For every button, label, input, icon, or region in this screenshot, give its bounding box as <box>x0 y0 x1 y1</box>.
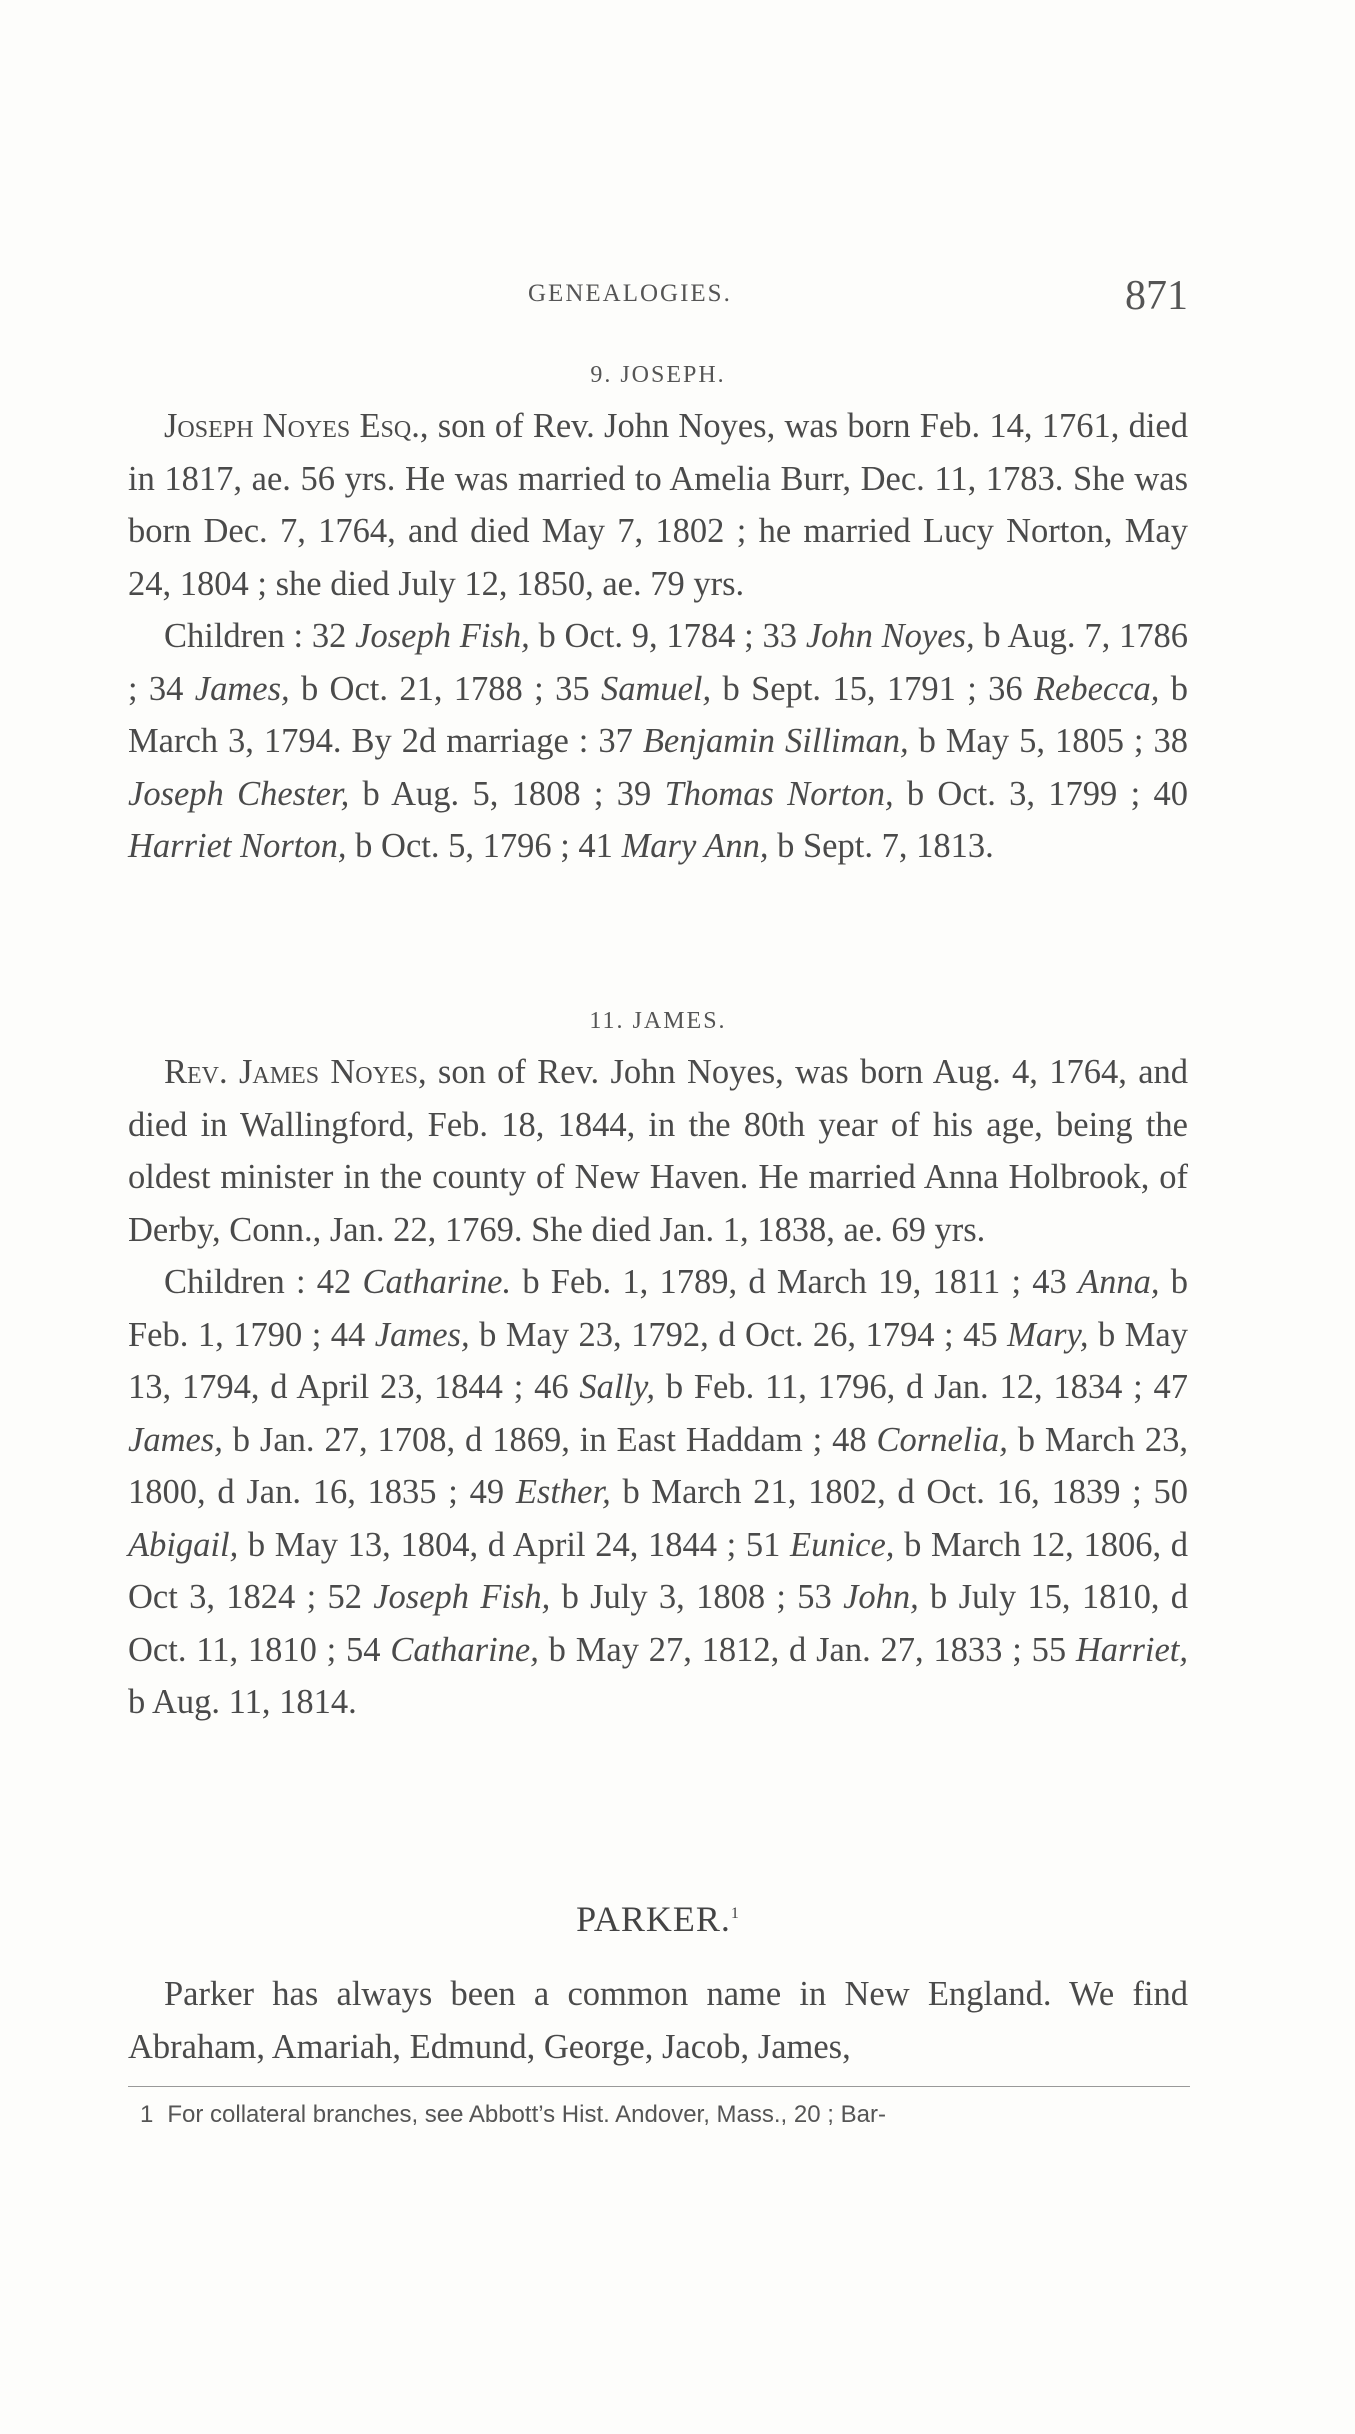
child-name: Eunice, <box>790 1525 895 1564</box>
page-header <box>128 272 1188 342</box>
child-details: b Oct. 3, 1799 ; 40 <box>893 774 1188 813</box>
child-name: John Noyes, <box>805 617 975 655</box>
child-details: b March 12, 1806, d Oct 3, 1824 ; 52 <box>128 1525 1188 1616</box>
parker-paragraph: Parker has always been a common name in New England. We find Abraham, Amariah, Edmund, George, Jacob, James, <box>128 1975 1188 2066</box>
child-name: Sally, <box>579 1368 656 1406</box>
child-details: b Feb. 11, 1796, d Jan. 12, 1834 ; 47 <box>655 1368 1188 1406</box>
child-name: Mary, <box>1007 1315 1089 1354</box>
children-intro: Children : 42 <box>164 1263 363 1301</box>
child-details: b March 3, 1794. By 2d marriage : 37 <box>128 669 1189 760</box>
child-details: b Oct. 9, 1784 ; 33 <box>529 617 806 655</box>
child-name: Joseph Fish, <box>355 617 530 655</box>
child-details: b May 23, 1792, d Oct. 26, 1794 ; 45 <box>469 1315 1008 1354</box>
child-details: b May 13, 1804, d April 24, 1844 ; 51 <box>238 1525 791 1564</box>
child-name: Joseph Fish, <box>373 1578 551 1616</box>
child-details: b Feb. 1, 1790 ; 44 <box>128 1263 1188 1354</box>
running-head: GENEALOGIES. <box>528 280 732 307</box>
child-name: Harriet Norton, <box>128 827 347 865</box>
child-details: b Oct. 5, 1796 ; 41 <box>346 827 622 865</box>
child-details: b July 3, 1808 ; 53 <box>550 1578 844 1616</box>
children-intro: Children : 32 <box>164 617 356 655</box>
child-details: b Aug. 5, 1808 ; 39 <box>349 774 665 813</box>
child-details: b Feb. 1, 1789, d March 19, 1811 ; 43 <box>511 1263 1079 1301</box>
person-name: Rev. James Noyes, <box>164 1053 427 1091</box>
child-details: b March 21, 1802, d Oct. 16, 1839 ; 50 <box>610 1473 1188 1511</box>
footnote-reference: 1 <box>730 1905 740 1922</box>
paragraph-text: son of Rev. John Noyes, was born Aug. 4, 1764, and died in Wallingford, Feb. 18, 1844, in the 80th year of his age, being the oldest minister in the county of New Haven. He married Anna Holbrook, of Derby, Conn., Jan. 22, 1769. She died Jan. 1, 1838, ae. 69 yrs. <box>128 1053 1189 1249</box>
child-name: Rebecca, <box>1033 669 1160 708</box>
child-details: b Jan. 27, 1708, d 1869, in East Haddam ; 48 <box>222 1420 877 1459</box>
child-details: b May 5, 1805 ; 38 <box>908 722 1189 760</box>
footnote-text: For collateral branches, see Abbott’s Hist. Andover, Mass., 20 ; Bar- <box>167 2101 886 2128</box>
child-name: Mary Ann, <box>621 827 769 865</box>
parker-heading <box>128 1898 1188 1940</box>
parker-title-text: PARKER. <box>576 1899 731 1939</box>
footnote-mark: 1 <box>140 2101 154 2128</box>
child-details: b May 13, 1794, d April 23, 1844 ; 46 <box>128 1315 1188 1406</box>
section-heading-joseph: 9. JOSEPH. <box>590 362 726 388</box>
james-paragraph <box>128 1046 1188 1256</box>
child-name: Thomas Norton, <box>664 774 894 813</box>
child-name: Anna, <box>1078 1263 1160 1301</box>
child-name: Catharine, <box>390 1630 539 1669</box>
footnote <box>140 2098 1190 2132</box>
joseph-paragraph <box>128 400 1188 610</box>
child-name: John, <box>843 1578 919 1616</box>
child-name: Joseph Chester, <box>128 774 350 813</box>
child-name: Harriet, <box>1075 1630 1188 1669</box>
child-name: James, <box>374 1315 470 1354</box>
person-name: Joseph Noyes Esq., <box>164 407 429 445</box>
child-details: b Sept. 15, 1791 ; 36 <box>711 669 1034 708</box>
page-number: 871 <box>1125 273 1188 319</box>
child-details: b Sept. 7, 1813. <box>768 827 994 865</box>
joseph-section <box>128 400 1188 873</box>
child-details: b July 15, 1810, d Oct. 11, 1810 ; 54 <box>128 1578 1188 1669</box>
james-section <box>128 1046 1188 1729</box>
child-details: b March 23, 1800, d Jan. 16, 1835 ; 49 <box>128 1420 1188 1511</box>
child-details: b Oct. 21, 1788 ; 35 <box>289 669 601 708</box>
child-details: b Aug. 11, 1814. <box>128 1683 357 1721</box>
child-name: Cornelia, <box>876 1420 1008 1459</box>
parker-section <box>128 1968 1188 2073</box>
child-name: Benjamin Silliman, <box>642 722 909 760</box>
child-name: Abigail, <box>128 1525 239 1564</box>
footnote-divider <box>128 2086 1190 2087</box>
child-name: Samuel, <box>600 669 712 708</box>
child-details: b Aug. 7, 1786 ; 34 <box>128 617 1188 708</box>
child-name: Esther, <box>515 1473 611 1511</box>
section-heading-james: 11. JAMES. <box>589 1008 727 1034</box>
child-name: Catharine. <box>362 1263 512 1301</box>
joseph-children-paragraph <box>128 610 1188 873</box>
james-children-paragraph <box>128 1256 1188 1729</box>
child-name: James, <box>194 669 290 708</box>
child-details: b May 27, 1812, d Jan. 27, 1833 ; 55 <box>538 1630 1076 1669</box>
child-name: James, <box>128 1420 223 1459</box>
paragraph-text: son of Rev. John Noyes, was born Feb. 14, 1761, died in 1817, ae. 56 yrs. He was married to Amelia Burr, Dec. 11, 1783. She was born Dec. 7, 1764, and died May 7, 1802 ; he married Lucy Norton, May 24, 1804 ; she died July 12, 1850, ae. 79 yrs. <box>128 407 1188 603</box>
